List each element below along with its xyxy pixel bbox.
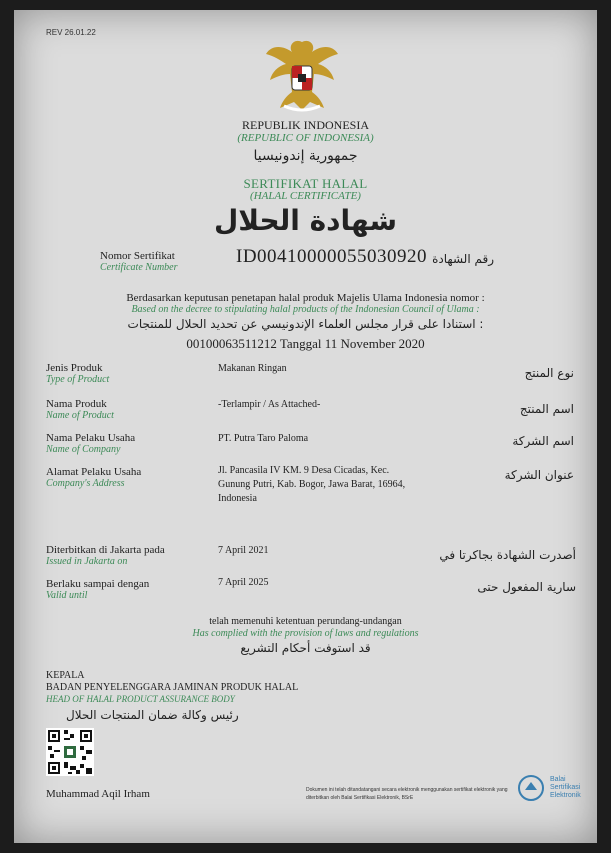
signatory-agency-en: HEAD OF HALAL PRODUCT ASSURANCE BODY	[46, 694, 235, 704]
certificate-sheet	[14, 10, 597, 843]
decree-line: Berdasarkan keputusan penetapan halal produk Majelis Ulama Indonesia nomor :	[126, 292, 485, 304]
cert-number-label: Nomor Sertifikat	[100, 250, 175, 262]
bsre-logo-text	[550, 776, 596, 800]
field-label: Jenis Produk	[46, 362, 103, 374]
field-label-en: Name of Product	[46, 410, 114, 421]
company-name-value: PT. Putra Taro Paloma	[218, 433, 309, 444]
garuda-emblem-icon	[264, 32, 340, 114]
valid-label: Berlaku sampai dengan	[46, 578, 150, 590]
bsre-logo-icon	[517, 774, 545, 802]
qr-code-icon	[46, 728, 94, 776]
product-type-value: Makanan Ringan	[218, 363, 287, 374]
company-address-line: Jl. Pancasila IV KM. 9 Desa Cicadas, Kec.	[218, 465, 390, 476]
cert-number-label-en: Certificate Number	[100, 262, 178, 273]
certificate-title: SERTIFIKAT HALAL	[243, 176, 368, 191]
signatory-agency-ar: رئيس وكالة ضمان المنتجات الحلال	[66, 708, 239, 722]
product-name-value: -Terlampir / As Attached-	[218, 399, 321, 410]
bsre-logo-line: Elektronik	[550, 792, 581, 799]
signatory-title: KEPALA	[46, 670, 85, 681]
certificate-title-en: (HALAL CERTIFICATE)	[250, 190, 361, 202]
decree-line-ar: استنادا على قرار مجلس العلماء الإندونيسي عن تحديد الحلال للمنتجات :	[127, 317, 484, 331]
valid-date: 7 April 2025	[218, 577, 269, 588]
signatory-name: Muhammad Aqil Irham	[46, 788, 150, 800]
revision-label: REV 26.01.22	[46, 28, 96, 37]
field-label-en: Company's Address	[46, 478, 125, 489]
bsre-logo-line: Sertifikasi	[550, 784, 581, 791]
decree-line-en: Based on the decree to stipulating halal products of the Indonesian Council of Ulama :	[131, 304, 480, 315]
compliance-line-ar: قد استوفت أحكام التشريع	[240, 641, 371, 655]
valid-label-en: Valid until	[46, 590, 88, 601]
field-label: Nama Produk	[46, 398, 107, 410]
field-label-ar: عنوان الشركة	[504, 468, 574, 482]
field-label-ar: نوع المنتج	[524, 366, 574, 380]
valid-label-ar: سارية المفعول حتى	[477, 580, 576, 594]
issued-label: Diterbitkan di Jakarta pada	[46, 544, 165, 556]
country-name-ar: جمهورية إندونيسيا	[253, 148, 358, 164]
company-address-line: Gunung Putri, Kab. Bogor, Jawa Barat, 16964,	[218, 479, 406, 490]
country-name-en: (REPUBLIC OF INDONESIA)	[237, 132, 374, 144]
field-label-ar: اسم الشركة	[512, 434, 574, 448]
issued-label-ar: أصدرت الشهادة بجاكرتا في	[439, 548, 576, 562]
field-label: Alamat Pelaku Usaha	[46, 466, 142, 478]
compliance-line-en: Has complied with the provision of laws and regulations	[192, 628, 419, 639]
bsre-logo-line: Balai	[550, 776, 566, 783]
compliance-line: telah memenuhi ketentuan perundang-undangan	[209, 616, 402, 627]
country-name: REPUBLIK INDONESIA	[242, 118, 369, 132]
field-label-en: Type of Product	[46, 374, 110, 385]
electronic-signature-note: Dokumen ini telah ditandatangani secara elektronik menggunakan sertifikat elektronik yang diterbitkan oleh Balai Sertifikasi Elektronik, BSrE	[306, 787, 508, 801]
field-label-en: Name of Company	[46, 444, 121, 455]
company-address-line: Indonesia	[218, 493, 257, 504]
issued-label-en: Issued in Jakarta on	[46, 556, 128, 567]
field-label-ar: اسم المنتج	[519, 402, 574, 416]
signatory-agency: BADAN PENYELENGGARA JAMINAN PRODUK HALAL	[46, 682, 299, 693]
cert-number-value: ID00410000055030920	[236, 246, 428, 267]
field-label: Nama Pelaku Usaha	[46, 432, 136, 444]
cert-number-label-ar: رقم الشهادة	[432, 252, 494, 266]
certificate-title-ar: شهادة الحلال	[213, 204, 398, 237]
issued-date: 7 April 2021	[218, 545, 269, 556]
decree-number: 00100063511212 Tanggal 11 November 2020	[186, 336, 425, 351]
